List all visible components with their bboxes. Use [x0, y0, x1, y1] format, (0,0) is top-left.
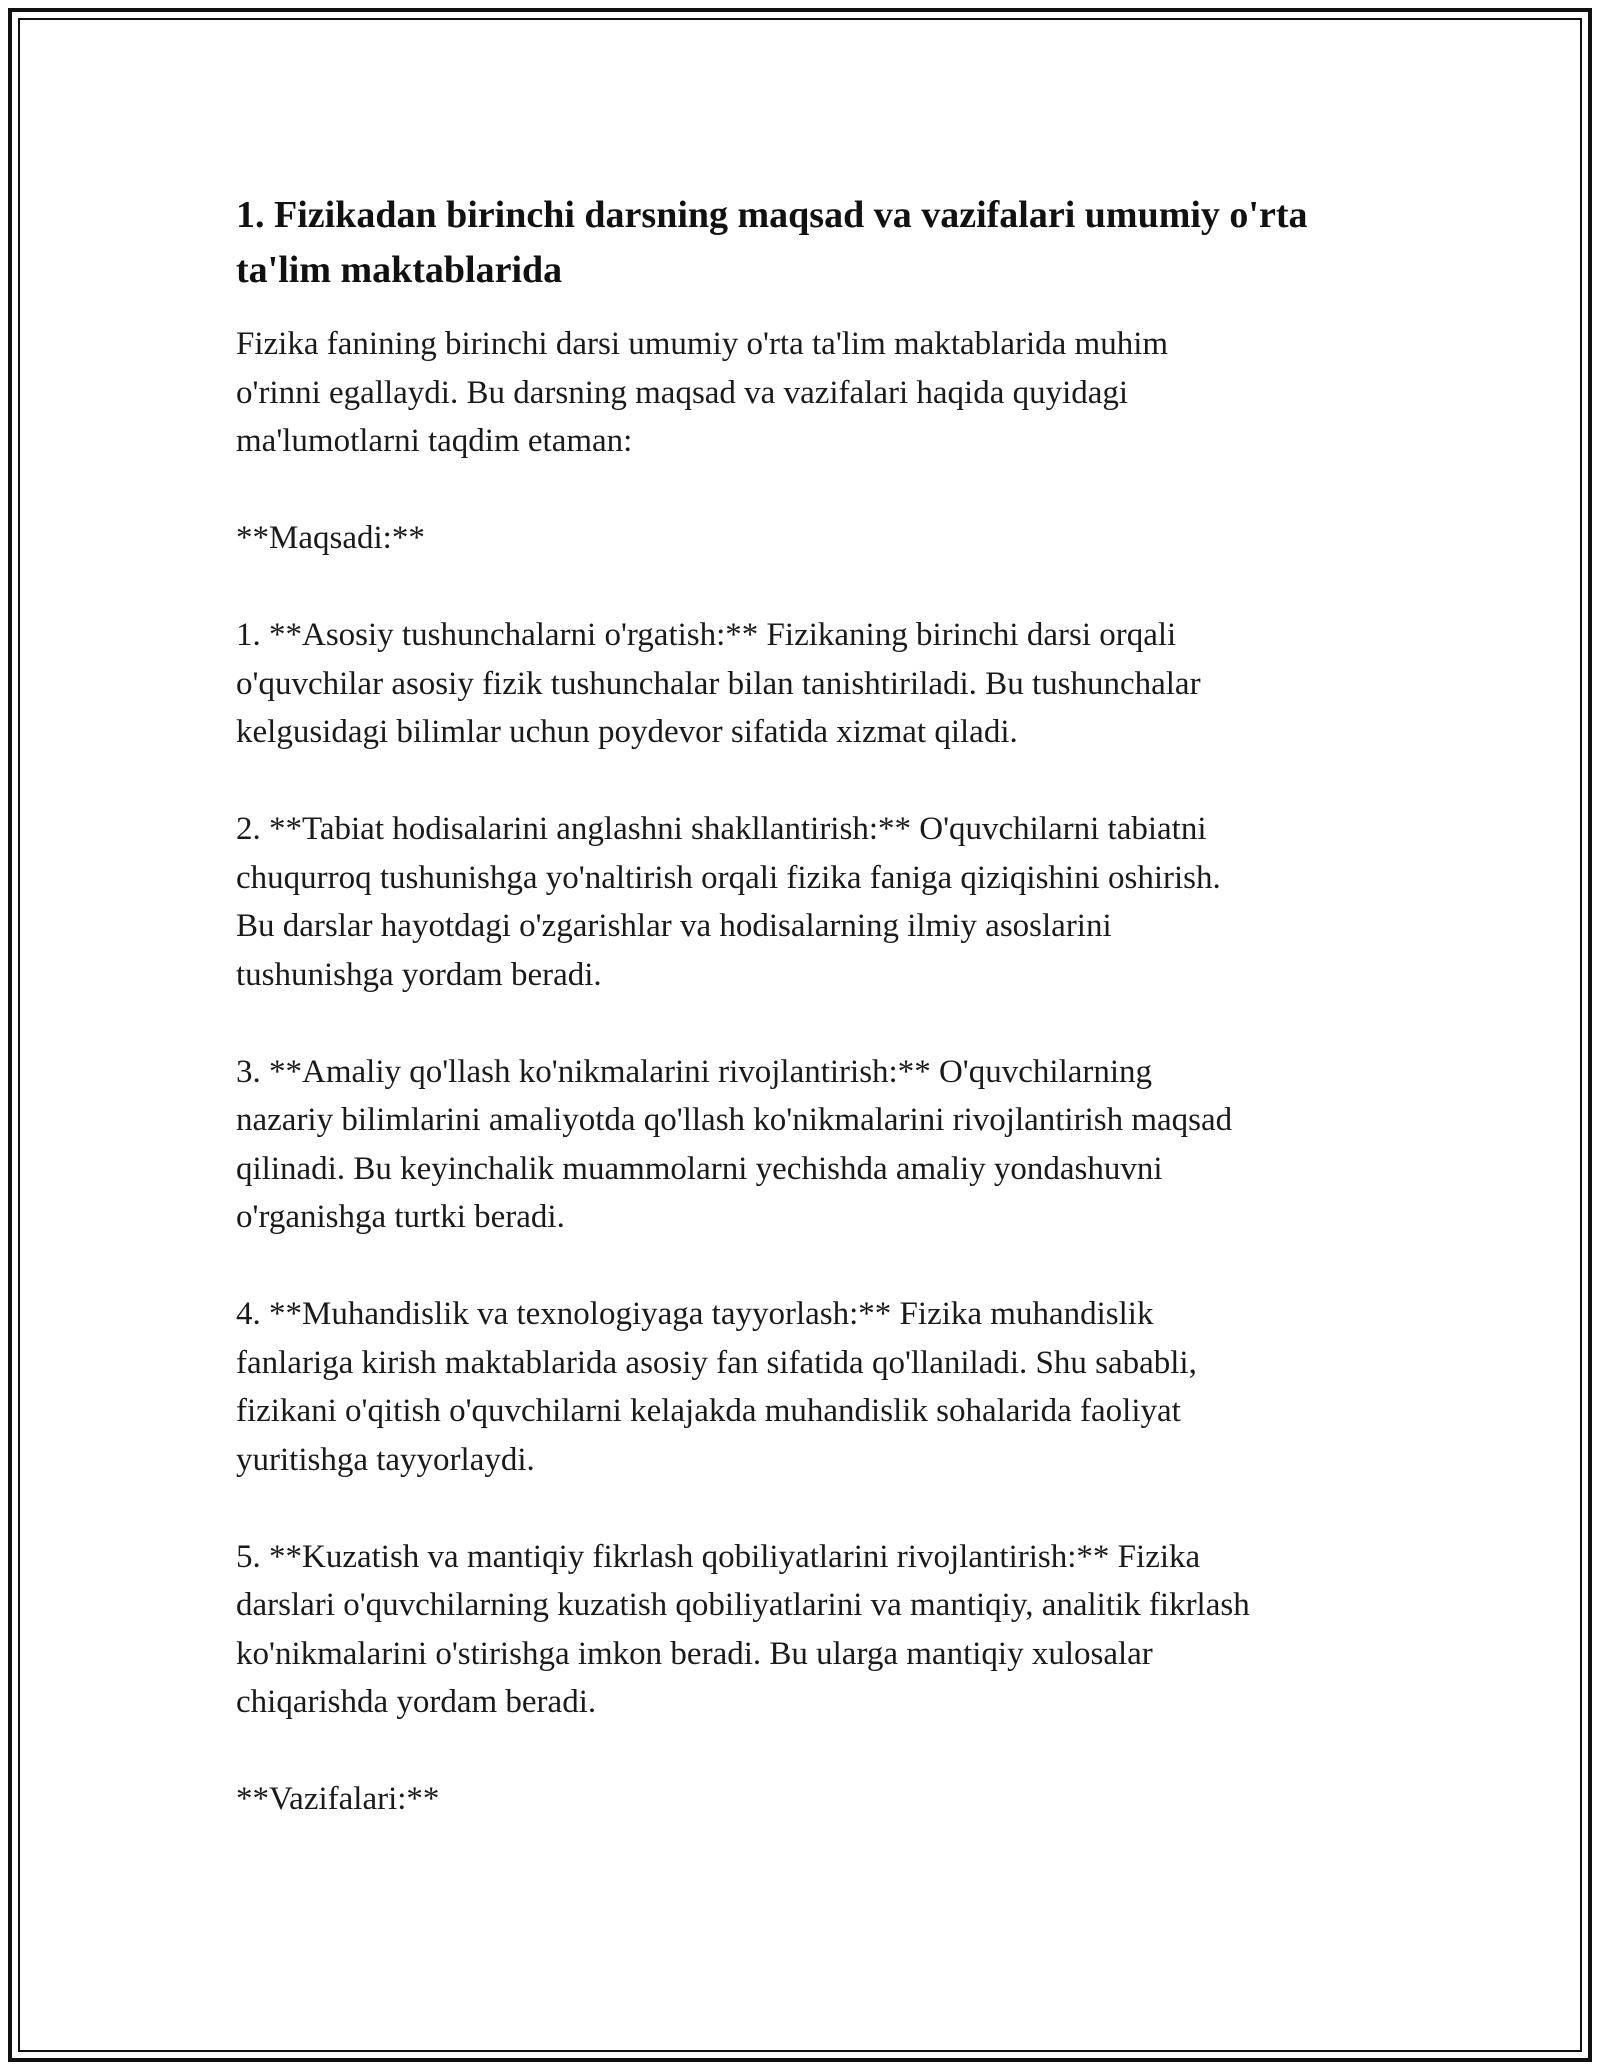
- text-line: tushunishga yordam beradi.: [236, 956, 602, 993]
- text-line: 2. **Tabiat hodisalarini anglashni shakllantirish:** O'quvchilarni tabiatni: [236, 811, 1207, 847]
- text-line: Fizika fanining birinchi darsi umumiy o'rta ta'lim maktablarida muhim: [236, 326, 1169, 362]
- document-body: [236, 188, 1386, 1872]
- text-line: fizikani o'qitish o'quvchilarni kelajakda muhandislik sohalarida faoliyat: [236, 1393, 1181, 1429]
- text-line: darslari o'quvchilarning kuzatish qobiliyatlarini va mantiqiy, analitik fikrlash: [236, 1587, 1250, 1623]
- text-line: kelgusidagi bilimlar uchun poydevor sifatida xizmat qiladi.: [236, 714, 1018, 750]
- goal-item-5: [236, 1533, 1386, 1727]
- text-line: o'quvchilar asosiy fizik tushunchalar bilan tanishtiriladi. Bu tushunchalar: [236, 665, 1201, 702]
- text-line: 3. **Amaliy qo'llash ko'nikmalarini rivojlantirish:** O'quvchilarning: [236, 1053, 1153, 1090]
- text-line: **Maqsadi:**: [236, 520, 425, 556]
- text-line: o'rganishga turtki beradi.: [236, 1199, 565, 1235]
- goals-heading: [236, 514, 1386, 563]
- intro-paragraph: [236, 320, 1386, 466]
- text-line: ma'lumotlarni taqdim etaman:: [236, 423, 633, 459]
- document-title: 1. Fizikadan birinchi darsning maqsad va vazifalari umumiy o'rta ta'lim maktablarida: [236, 194, 1308, 291]
- text-line: fanlariga kirish maktablarida asosiy fan sifatida qo'llaniladi. Shu sababli,: [236, 1344, 1197, 1381]
- text-line: yuritishga tayyorlaydi.: [236, 1441, 535, 1478]
- goal-item-2: [236, 805, 1386, 999]
- goal-item-1: [236, 611, 1386, 757]
- text-line: chuqurroq tushunishga yo'naltirish orqali fizika faniga qiziqishini oshirish.: [236, 859, 1221, 896]
- goal-item-4: [236, 1290, 1386, 1484]
- text-line: chiqarishda yordam beradi.: [236, 1684, 597, 1720]
- text-line: qilinadi. Bu keyinchalik muammolarni yechishda amaliy yondashuvni: [236, 1150, 1163, 1187]
- text-line: 4. **Muhandislik va texnologiyaga tayyorlash:** Fizika muhandislik: [236, 1296, 1154, 1332]
- text-line: 1. **Asosiy tushunchalarni o'rgatish:** Fizikaning birinchi darsi orqali: [236, 617, 1177, 653]
- text-line: o'rinni egallaydi. Bu darsning maqsad va vazifalari haqida quyidagi: [236, 374, 1129, 411]
- tasks-heading: [236, 1775, 1386, 1824]
- text-line: nazariy bilimlarini amaliyotda qo'llash ko'nikmalarini rivojlantirish maqsad: [236, 1102, 1233, 1138]
- text-line: 5. **Kuzatish va mantiqiy fikrlash qobiliyatlarini rivojlantirish:** Fizika: [236, 1538, 1201, 1575]
- text-line: **Vazifalari:**: [236, 1781, 440, 1817]
- text-line: ko'nikmalarini o'stirishga imkon beradi. Bu ularga mantiqiy xulosalar: [236, 1635, 1153, 1672]
- text-line: Bu darslar hayotdagi o'zgarishlar va hodisalarning ilmiy asoslarini: [236, 908, 1112, 944]
- goal-item-3: [236, 1048, 1386, 1242]
